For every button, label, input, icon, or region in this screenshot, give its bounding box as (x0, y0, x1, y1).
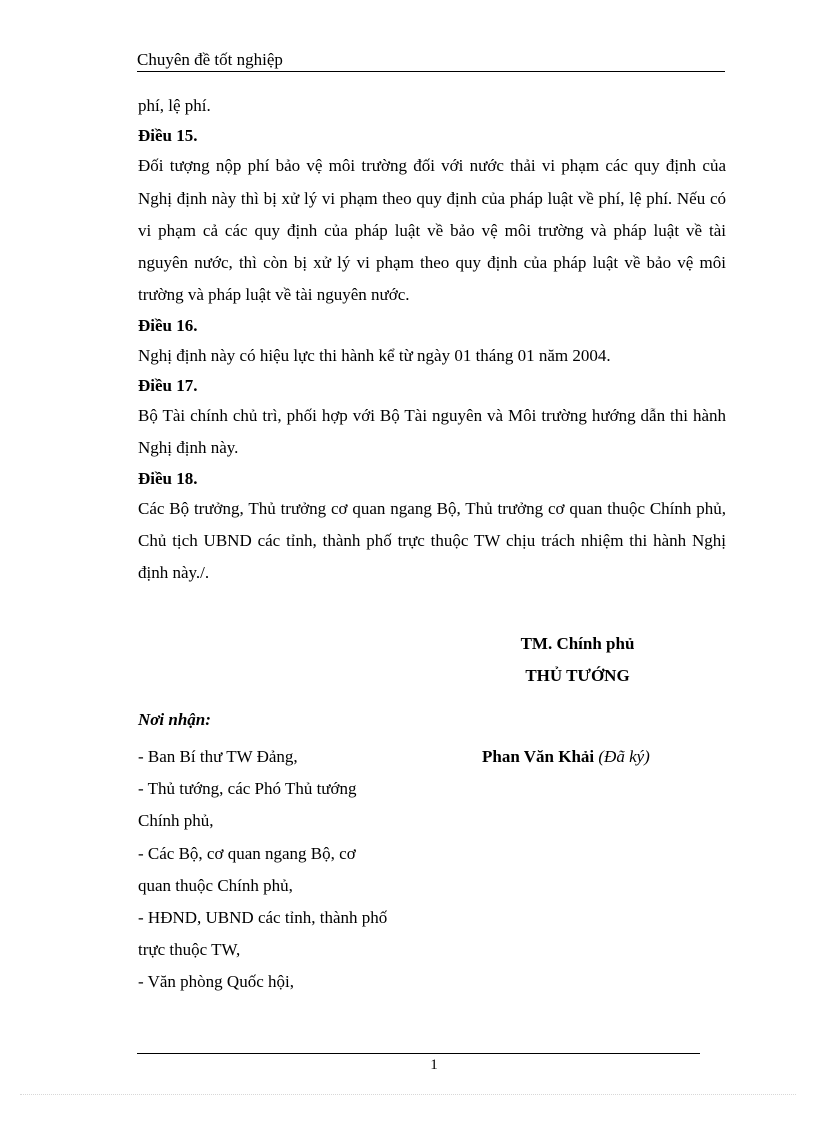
recipient-item: Chính phủ, (138, 811, 214, 831)
signer-note: (Đã ký) (598, 747, 650, 766)
article-18-heading: Điều 18. (138, 468, 198, 488)
footer-divider (137, 1053, 700, 1054)
recipient-item: - Các Bộ, cơ quan ngang Bộ, cơ (138, 843, 356, 863)
intro-text: phí, lệ phí. (138, 96, 211, 115)
article-17-text: Bộ Tài chính chủ trì, phối hợp với Bộ Tài nguyên và Môi trường hướng dẫn thi hành Nghị định này. (138, 406, 726, 458)
signature-block (440, 628, 715, 692)
article-16-heading: Điều 16. (138, 315, 198, 335)
signer-name: Phan Văn Khải (482, 747, 595, 766)
article-17-heading: Điều 17. (138, 376, 198, 396)
page-number: 1 (430, 1057, 438, 1073)
recipient-item: - Văn phòng Quốc hội, (138, 972, 294, 992)
recipient-item: - HĐND, UBND các tỉnh, thành phố (138, 908, 388, 928)
signer (482, 743, 650, 771)
page-bottom-edge (20, 1094, 796, 1095)
recipient-item: - Thủ tướng, các Phó Thủ tướng (138, 779, 357, 799)
article-18-text: Các Bộ trưởng, Thủ trưởng cơ quan ngang Bộ, Thủ trưởng cơ quan thuộc Chính phủ, Chủ tịch UBND các tỉnh, thành phố trực thuộc TW chịu trách nhiệm thi hành Nghị định này./. (138, 498, 726, 583)
article-15-heading: Điều 15. (138, 126, 198, 146)
article-16-text: Nghị định này có hiệu lực thi hành kể từ ngày 01 tháng 01 năm 2004. (138, 345, 611, 365)
recipients-title: Nơi nhận: (138, 710, 211, 729)
recipients-list (138, 741, 438, 999)
article-15-text: Đối tượng nộp phí bảo vệ môi trường đối với nước thải vi phạm các quy định của Nghị định này thì bị xử lý vi phạm theo quy định của pháp luật về phí, lệ phí. Nếu có vi phạm cả các quy định của pháp luật về bảo vệ môi trường và pháp luật về tài nguyên nước, thì còn bị xử lý vi phạm theo quy định của pháp luật về bảo vệ môi trường và pháp luật về tài nguyên nước. (138, 156, 726, 305)
recipient-item: trực thuộc TW, (138, 940, 241, 960)
recipient-item: quan thuộc Chính phủ, (138, 875, 293, 895)
signature-line-2: THỦ TƯỚNG (525, 666, 630, 685)
recipient-item: - Ban Bí thư TW Đảng, (138, 747, 298, 766)
signature-line-1: TM. Chính phủ (520, 634, 635, 653)
page-header-title: Chuyên đề tốt nghiệp (137, 50, 283, 69)
header-divider (137, 71, 725, 72)
document-body (138, 90, 726, 590)
